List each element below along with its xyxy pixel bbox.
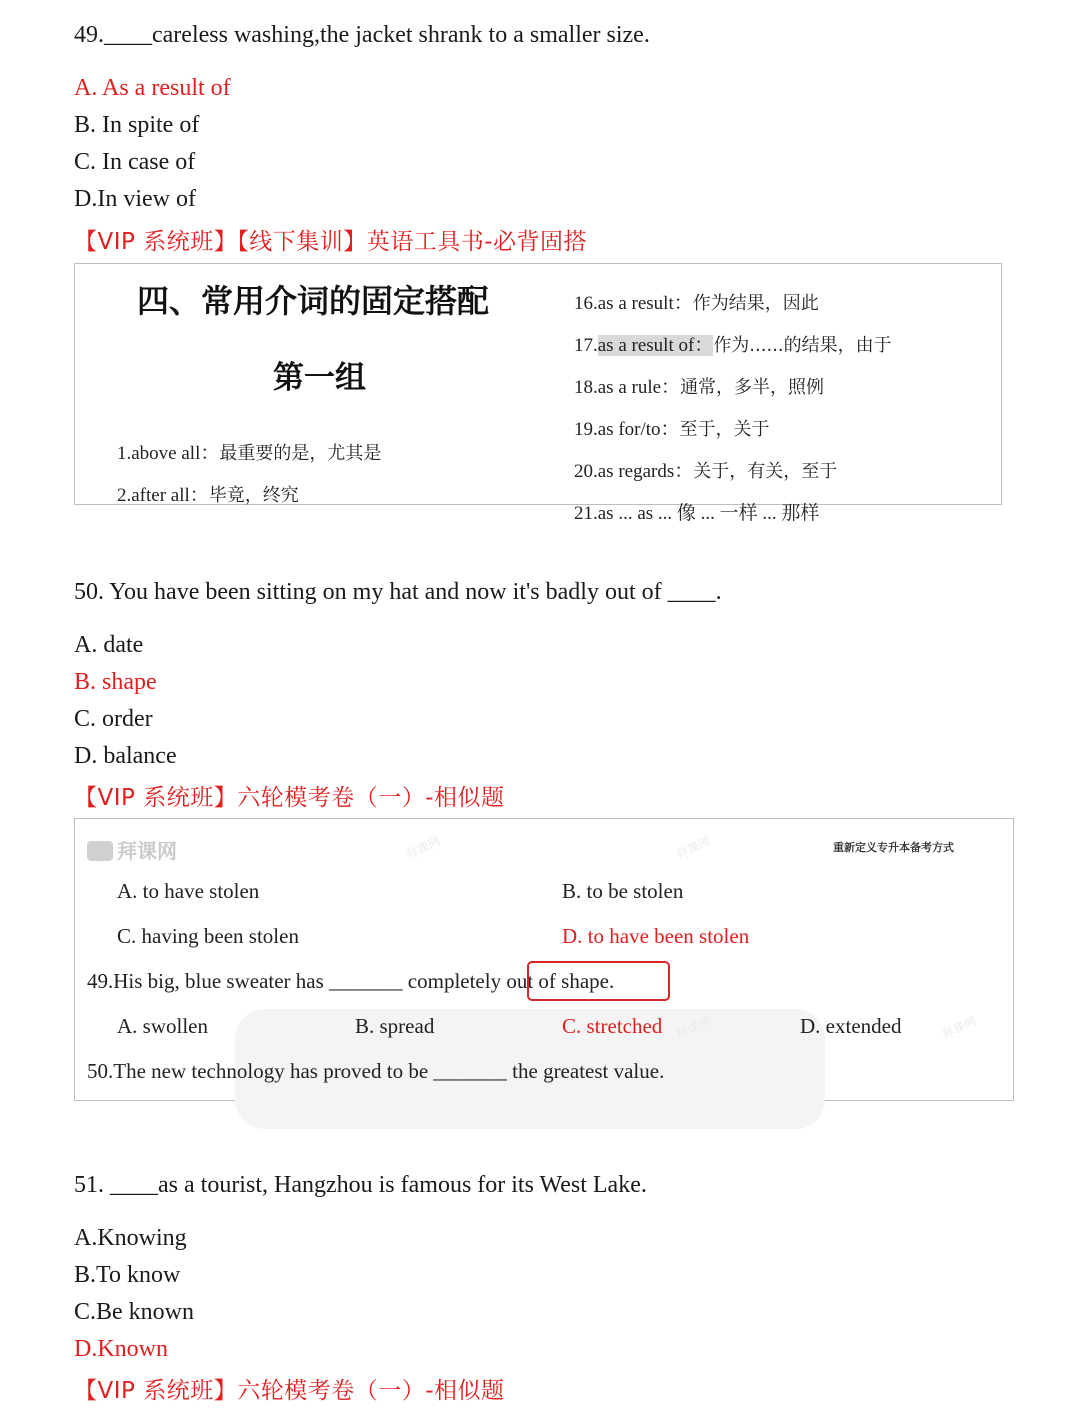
q51-source-tag: 【VIP 系统班】六轮模考卷（一）-相似题	[74, 1378, 505, 1404]
highlighted-phrase: as a result of：	[597, 335, 714, 356]
q51-option-a: A.Knowing	[74, 1225, 187, 1251]
q50-option-a: A. date	[74, 632, 144, 658]
q50-option-b: B. shape	[74, 669, 157, 695]
watermark-text: 拜课网	[673, 833, 713, 862]
q49-option-b: B. In spite of	[74, 112, 200, 138]
collocation-item-18: 18.as a rule：通常，多半，照例	[574, 377, 825, 398]
q51-option-b: B.To know	[74, 1262, 181, 1288]
exam-q49-option-c: C. stretched	[562, 1014, 663, 1038]
collocation-item-17: 17.as a result of：作为......的结果，由于	[574, 335, 892, 356]
q49-option-d: D.In view of	[74, 186, 196, 212]
exam-question-49: 49.His big, blue sweater has _______ completely out of shape.	[87, 969, 615, 993]
collocation-subtitle: 第一组	[273, 360, 366, 396]
prev-option-a: A. to have stolen	[117, 879, 260, 903]
exam-q49-option-a: A. swollen	[117, 1014, 208, 1038]
q49-option-a: A. As a result of	[74, 75, 231, 101]
circled-phrase: out of shape.	[506, 969, 615, 993]
collocation-reference-card	[74, 263, 1002, 524]
collocation-item-2: 2.after all：毕竟，终究	[117, 485, 299, 506]
exam-paper-card	[74, 818, 1014, 1101]
q51-option-c: C.Be known	[74, 1299, 194, 1325]
q49-source-tag: 【VIP 系统班】【线下集训】英语工具书-必背固搭	[74, 229, 587, 255]
watermark-text: 拜课网	[673, 1013, 713, 1042]
question-49-stem: 49.____careless washing,the jacket shrank to a smaller size.	[74, 22, 650, 48]
question-51-stem: 51. ____as a tourist, Hangzhou is famous for its West Lake.	[74, 1172, 647, 1198]
collocation-item-cut-off: 21.as ... as ... 像 ... 一样 ... 那样	[574, 503, 820, 524]
collocation-item-19: 19.as for/to：至于，关于	[574, 419, 770, 440]
q51-option-d: D.Known	[74, 1336, 168, 1362]
prev-option-b: B. to be stolen	[562, 879, 684, 903]
exam-question-50: 50.The new technology has proved to be _______ the greatest value.	[87, 1059, 665, 1083]
logo-icon	[87, 841, 113, 861]
exam-q49-option-b: B. spread	[355, 1014, 435, 1038]
q49-option-c: C. In case of	[74, 149, 196, 175]
watermark-text: 拜课网	[403, 833, 443, 862]
collocation-title: 四、常用介词的固定搭配	[137, 282, 490, 320]
question-50-stem: 50. You have been sitting on my hat and now it's badly out of ____.	[74, 579, 722, 605]
watermark-text: 拜课网	[939, 1013, 979, 1042]
collocation-item-1: 1.above all：最重要的是，尤其是	[117, 443, 382, 464]
red-circle-annotation	[527, 961, 670, 1001]
prev-option-c: C. having been stolen	[117, 924, 299, 948]
collocation-item-16: 16.as a result：作为结果，因此	[574, 293, 819, 314]
exam-q49-option-d: D. extended	[800, 1014, 902, 1038]
prev-option-d: D. to have been stolen	[562, 924, 750, 948]
brand-slogan: 重新定义专升本备考方式	[833, 841, 954, 854]
q50-option-d: D. balance	[74, 743, 177, 769]
q50-source-tag: 【VIP 系统班】六轮模考卷（一）-相似题	[74, 785, 505, 811]
collocation-item-20: 20.as regards：关于，有关，至于	[574, 461, 838, 482]
brand-logo: 拜课网	[87, 835, 177, 864]
q50-option-c: C. order	[74, 706, 153, 732]
